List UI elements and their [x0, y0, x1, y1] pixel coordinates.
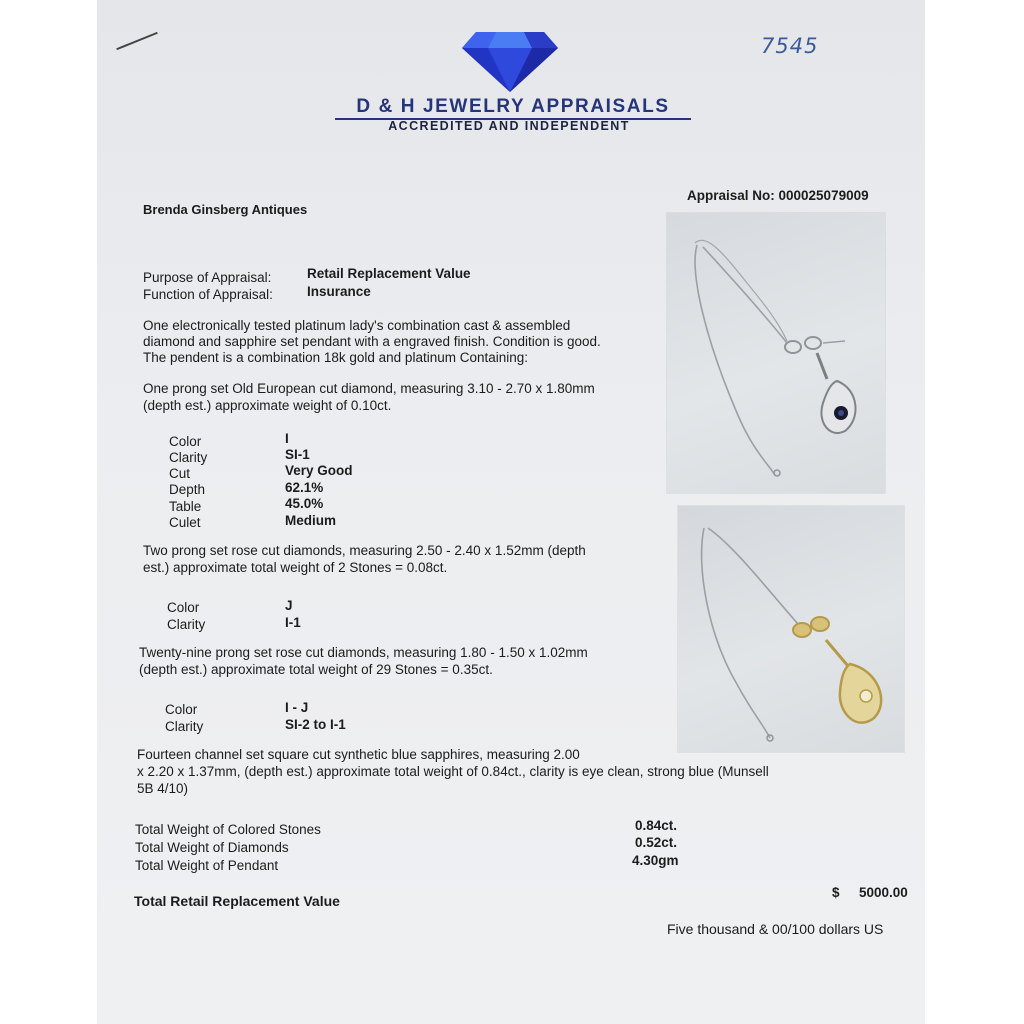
total-value: 0.84ct. [635, 818, 678, 833]
company-name: D & H JEWELRY APPRAISALS [356, 96, 670, 117]
pendant-photo-gold [678, 506, 904, 752]
description-line: One electronically tested platinum lady's combination cast & assembled [143, 318, 571, 333]
grade-value: Medium [285, 513, 337, 528]
sapphire-line: 5B 4/10) [137, 781, 189, 796]
grade-value: SI-1 [285, 447, 310, 462]
grade-label: Color [165, 702, 198, 717]
grade-label: Clarity [165, 719, 204, 734]
pen-mark [116, 32, 158, 50]
grade-value: I-1 [285, 615, 301, 630]
description-line: diamond and sapphire set pendant with a engraved finish. Condition is good. [143, 334, 601, 349]
grade-label: Color [167, 600, 200, 615]
grade-value: SI-2 to I-1 [285, 717, 346, 732]
stone2-line: est.) approximate total weight of 2 Stones = 0.08ct. [143, 560, 448, 575]
grade-label: Cut [169, 466, 191, 481]
grade-label: Table [169, 499, 202, 514]
appraisal-number: Appraisal No: 000025079009 [687, 188, 869, 203]
grade-label: Color [169, 434, 202, 449]
necklace-gold-drawing [678, 506, 904, 752]
stone1-line: (depth est.) approximate weight of 0.10ct. [143, 398, 392, 413]
grade-label: Depth [169, 482, 206, 497]
stone1-line: One prong set Old European cut diamond, measuring 3.10 - 2.70 x 1.80mm [143, 381, 595, 396]
total-value: 4.30gm [632, 853, 679, 868]
function-label: Function of Appraisal: [143, 287, 273, 302]
purpose-value: Retail Replacement Value [307, 266, 471, 281]
function-value: Insurance [307, 284, 371, 299]
diamond-icon [462, 30, 558, 92]
company-tagline: ACCREDITED AND INDEPENDENT [388, 119, 630, 133]
total-label: Total Weight of Colored Stones [135, 822, 321, 837]
stone3-line: Twenty-nine prong set rose cut diamonds, measuring 1.80 - 1.50 x 1.02mm [139, 645, 588, 660]
grade-value: 45.0% [285, 496, 324, 511]
grade-value: Very Good [285, 463, 353, 478]
grade-value: J [285, 598, 293, 613]
grade-value: I - J [285, 700, 309, 715]
description-line: The pendent is a combination 18k gold and platinum Containing: [143, 350, 529, 365]
purpose-label: Purpose of Appraisal: [143, 270, 272, 285]
total-label: Total Weight of Pendant [135, 858, 279, 873]
grade-value: I [285, 431, 289, 446]
handwritten-number: 7545 [761, 34, 819, 58]
sapphire-line: x 2.20 x 1.37mm, (depth est.) approximate total weight of 0.84ct., clarity is eye clean, strong blue (Munsell [137, 764, 769, 779]
necklace-platinum-drawing [667, 213, 885, 493]
total-label: Total Weight of Diamonds [135, 840, 289, 855]
grade-label: Culet [169, 515, 201, 530]
currency-symbol: $ [832, 885, 840, 900]
appraisal-document [97, 0, 925, 1024]
sapphire-line: Fourteen channel set square cut synthetic blue sapphires, measuring 2.00 [137, 747, 580, 762]
total-value-label: Total Retail Replacement Value [134, 893, 340, 909]
stone3-line: (depth est.) approximate total weight of 29 Stones = 0.35ct. [139, 662, 493, 677]
grade-value: 62.1% [285, 480, 324, 495]
amount-in-words: Five thousand & 00/100 dollars US [667, 921, 884, 937]
grade-label: Clarity [169, 450, 208, 465]
stone2-line: Two prong set rose cut diamonds, measuring 2.50 - 2.40 x 1.52mm (depth [143, 543, 586, 558]
total-amount: 5000.00 [859, 885, 908, 900]
pendant-photo-platinum [667, 213, 885, 493]
client-name: Brenda Ginsberg Antiques [143, 202, 308, 217]
total-value: 0.52ct. [635, 835, 678, 850]
grade-label: Clarity [167, 617, 206, 632]
